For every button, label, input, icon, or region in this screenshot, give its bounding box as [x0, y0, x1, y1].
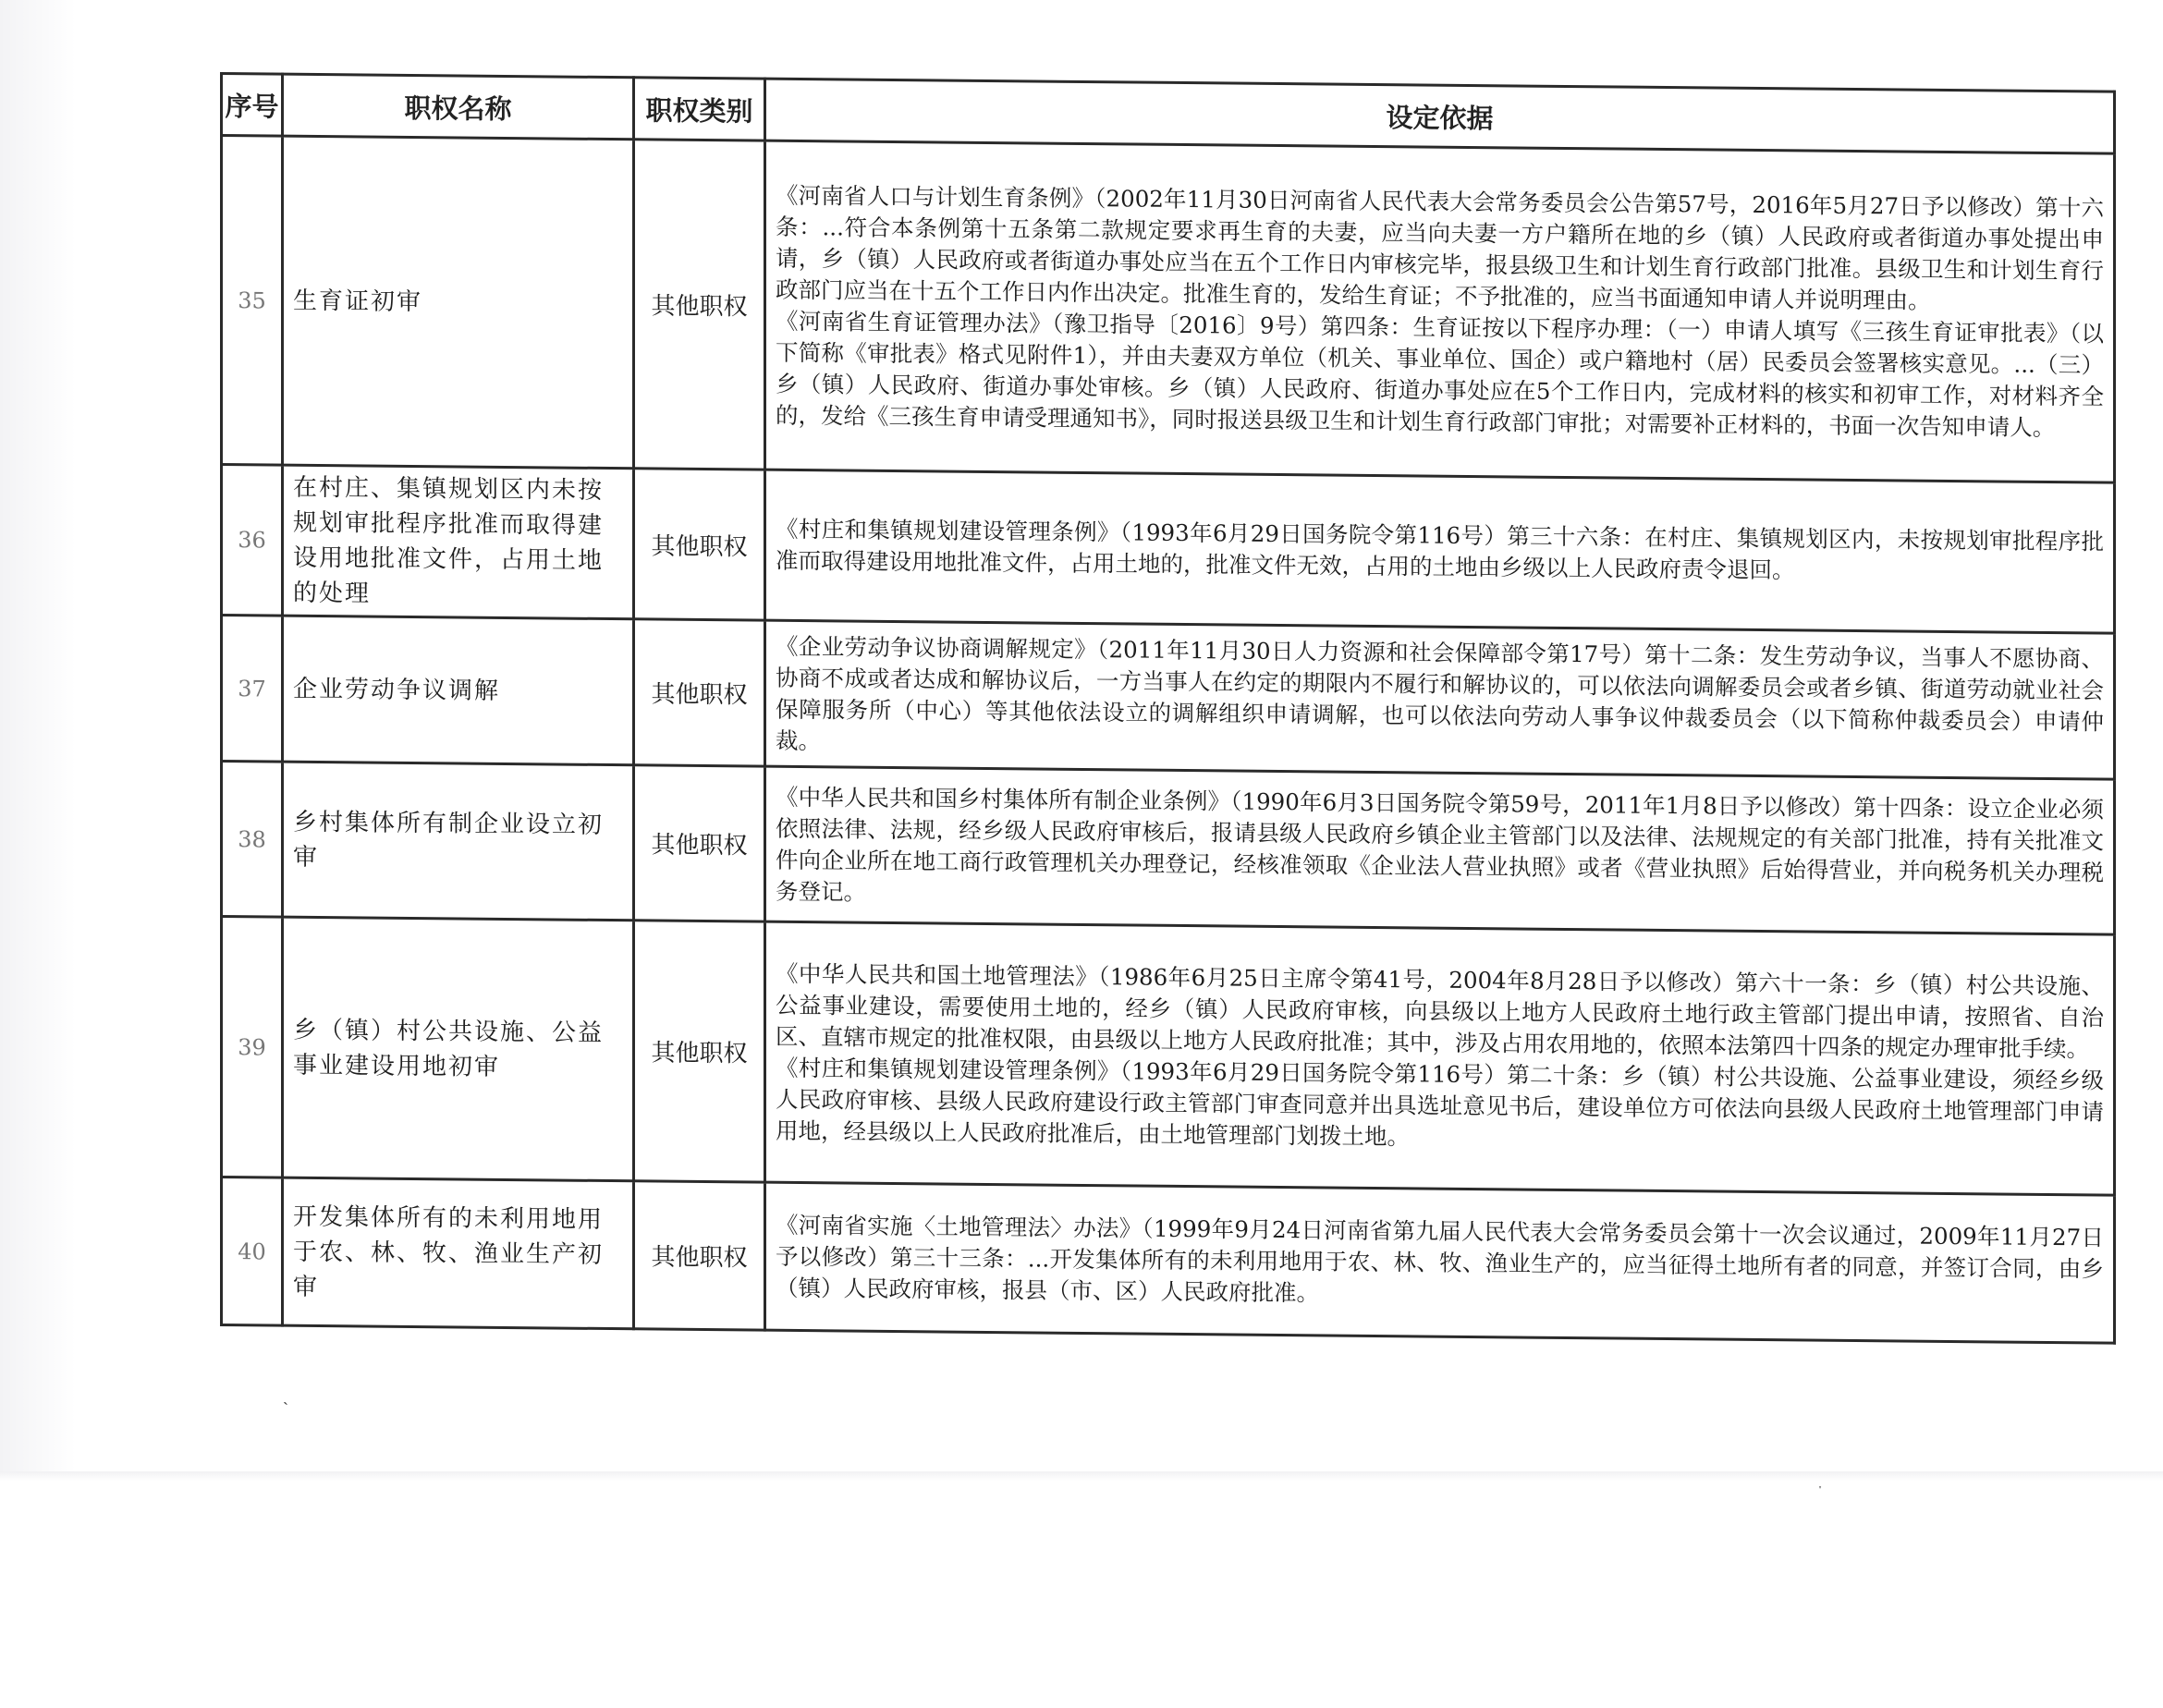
row-no: 39	[222, 917, 283, 1178]
row-no: 37	[222, 616, 283, 762]
row-type: 其他职权	[634, 619, 765, 766]
header-no: 序号	[222, 74, 283, 137]
scan-speck: ˑ	[1817, 1479, 1824, 1498]
table-row	[222, 465, 2115, 634]
row-basis	[765, 1182, 2115, 1343]
row-name: 生育证初审	[283, 136, 634, 469]
basis-paragraph: 《河南省实施〈土地管理法〉办法》（1999年9月24日河南省第九届人民代表大会常务委员会第十一次会议通过，2009年11月27日予以修改）第三十三条：...开发集体所有的未利用地用于农、林、牧、渔业生产的，应当征得土地所有者的同意，并签订合同，由乡（镇）人民政府审核，报县（市、区）人民政府批准。	[776, 1211, 2104, 1306]
powers-table	[220, 72, 2116, 1345]
basis-paragraph: 《中华人民共和国乡村集体所有制企业条例》（1990年6月3日国务院令第59号，2011年1月8日予以修改）第十四条：设立企业必须依照法律、法规，经乡级人民政府审核后，报请县级人民政府乡镇企业主管部门以及法律、法规规定的有关部门批准，持有关批准文件向企业所在地工商行政管理机关办理登记，经核准领取《企业法人营业执照》或者《营业执照》后始得营业，并向税务机关办理税务登记。	[776, 783, 2104, 906]
scan-shadow-left	[0, 0, 76, 1479]
row-type: 其他职权	[634, 469, 765, 620]
scan-shadow-bottom	[0, 1471, 2163, 1481]
row-basis	[765, 470, 2115, 633]
row-type: 其他职权	[634, 140, 765, 470]
table-row	[222, 917, 2115, 1196]
scan-speck: ˏ	[283, 1386, 288, 1406]
row-name: 开发集体所有的未利用地用于农、林、牧、渔业生产初审	[283, 1177, 634, 1329]
basis-paragraph: 《河南省生育证管理办法》（豫卫指导〔2016〕9号）第四条：生育证按以下程序办理：（一）申请人填写《三孩生育证审批表》（以下简称《审批表》格式见附件1），并由夫妻双方单位（机关、事业单位、国企）或户籍地村（居）民委员会签署核实意见。...（三）乡（镇）人民政府、街道办事处审核。乡（镇）人民政府、街道办事处应在5个工作日内，完成材料的核实和初审工作，对材料齐全的，发给《三孩生育申请受理通知书》，同时报送县级卫生和计划生育行政部门审批；对需要补正材料的，书面一次告知申请人。	[776, 307, 2104, 441]
row-no: 40	[222, 1177, 283, 1326]
basis-paragraph: 《河南省人口与计划生育条例》（2002年11月30日河南省人民代表大会常务委员会公告第57号，2016年5月27日予以修改）第十六条：...符合本条例第十五条第二款规定要求再生育的夫妻，应当向夫妻一方户籍所在地的乡（镇）人民政府或者街道办事处提出申请，乡（镇）人民政府或者街道办事处应当在五个工作日内审核完毕，报县级卫生和计划生育行政部门批准。县级卫生和计划生育行政部门应当在十五个工作日内作出决定。批准生育的，发给生育证；不予批准的，应当书面通知申请人并说明理由。	[776, 181, 2104, 314]
row-no: 36	[222, 465, 283, 616]
basis-paragraph: 《企业劳动争议协商调解规定》（2011年11月30日人力资源和社会保障部令第17号）第十二条：发生劳动争议，当事人不愿协商、协商不成或者达成和解协议后，一方当事人在约定的期限内不履行和解协议的，可以依法向调解委员会或者乡镇、街道劳动就业社会保障服务所（中心）等其他依法设立的调解组织申请调解，也可以依法向劳动人事争议仲裁委员会（以下简称仲裁委员会）申请仲裁。	[776, 632, 2104, 754]
row-type: 其他职权	[634, 1181, 765, 1330]
table-row	[222, 762, 2115, 935]
row-type: 其他职权	[634, 921, 765, 1182]
row-name: 企业劳动争议调解	[283, 616, 634, 765]
header-type: 职权类别	[634, 78, 765, 140]
row-basis	[765, 921, 2115, 1195]
row-name: 在村庄、集镇规划区内未按规划审批程序批准而取得建设用地批准文件，占用土地的处理	[283, 465, 634, 619]
row-name: 乡（镇）村公共设施、公益事业建设用地初审	[283, 917, 634, 1181]
table-row	[222, 136, 2115, 483]
row-basis	[765, 140, 2115, 482]
row-basis	[765, 766, 2115, 934]
table-row	[222, 616, 2115, 780]
header-name: 职权名称	[283, 74, 634, 140]
row-no: 35	[222, 136, 283, 466]
basis-paragraph: 《村庄和集镇规划建设管理条例》（1993年6月29日国务院令第116号）第三十六条：在村庄、集镇规划区内，未按规划审批程序批准而取得建设用地批准文件，占用土地的，批准文件无效，占用的土地由乡级以上人民政府责令退回。	[776, 515, 2104, 584]
row-no: 38	[222, 762, 283, 918]
row-basis	[765, 620, 2115, 779]
table-row	[222, 1177, 2115, 1344]
basis-paragraph: 《中华人民共和国土地管理法》（1986年6月25日主席令第41号，2004年8月28日予以修改）第六十一条：乡（镇）村公共设施、公益事业建设，需要使用土地的，经乡（镇）人民政府审核，向县级以上地方人民政府土地行政主管部门提出申请，按照省、自治区、直辖市规定的批准权限，由县级以上地方人民政府批准；其中，涉及占用农用地的，依照本法第四十四条的规定办理审批手续。	[776, 959, 2104, 1062]
header-basis: 设定依据	[765, 79, 2115, 153]
basis-paragraph: 《村庄和集镇规划建设管理条例》（1993年6月29日国务院令第116号）第二十条：乡（镇）村公共设施、公益事业建设，须经乡级人民政府审核、县级人民政府建设行政主管部门审查同意并出具选址意见书后，建设单位方可依法向县级人民政府土地管理部门申请用地，经县级以上人民政府批准后，由土地管理部门划拨土地。	[776, 1054, 2104, 1150]
row-type: 其他职权	[634, 765, 765, 921]
row-name: 乡村集体所有制企业设立初审	[283, 762, 634, 921]
